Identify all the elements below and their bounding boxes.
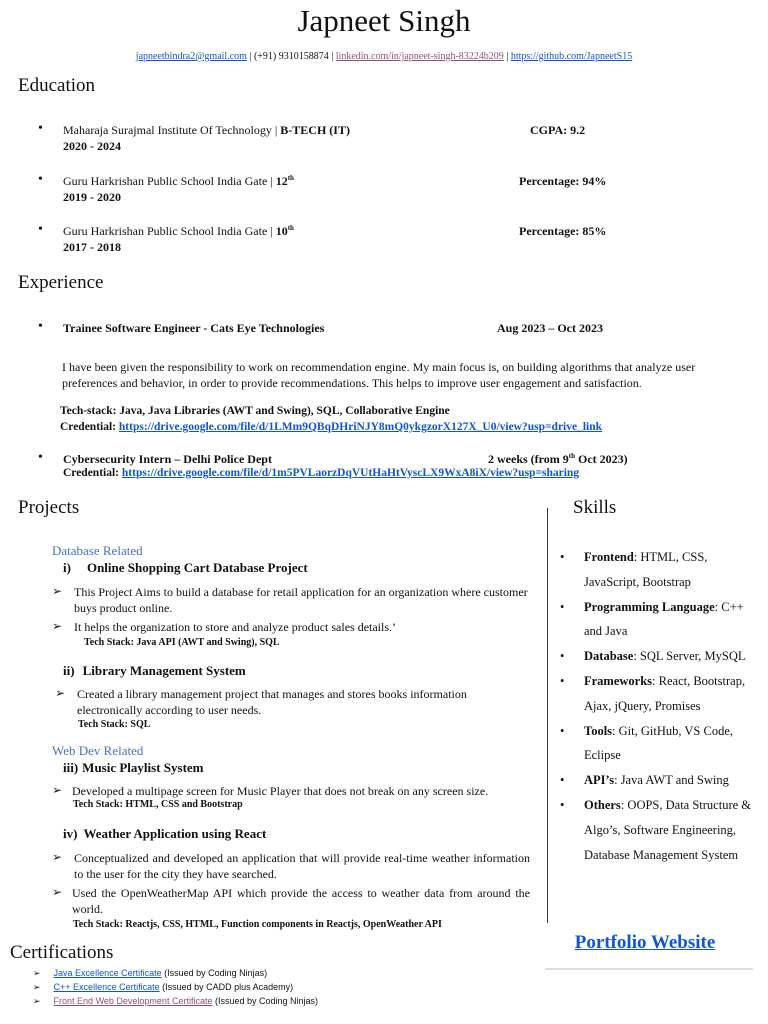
contact-line <box>0 51 768 62</box>
certifications-heading: Certifications <box>10 942 114 963</box>
resume-name: Japneet Singh <box>297 3 471 38</box>
project-tech-stack: Tech Stack: Reactjs, CSS, HTML, Function components in Reactjs, OpenWeather API <box>73 919 442 930</box>
project-bullet: Used the OpenWeatherMap API which provide the access to weather data from around the world. <box>72 886 530 916</box>
arrow-icon: ➢ <box>33 968 41 978</box>
arrow-icon: ➢ <box>52 619 63 633</box>
years: 2017 - 2018 <box>63 240 121 254</box>
years: 2020 - 2024 <box>63 139 121 153</box>
skill-item: • Database: SQL Server, MySQL <box>560 644 760 669</box>
linkedin-link[interactable]: linkedin.com/in/japneet-singh-83224b209 <box>335 51 504 62</box>
job-role: Trainee Software Engineer - Cats Eye Technologies <box>63 321 325 335</box>
degree-sup: th <box>287 174 294 182</box>
subheading-webdev: Web Dev Related <box>52 743 144 758</box>
institution: Guru Harkrishan Public School India Gate | <box>63 174 276 188</box>
bullet-icon: • <box>38 450 43 465</box>
job-role: Cybersecurity Intern – Delhi Police Dept <box>63 452 272 466</box>
cert-link[interactable]: Front End Web Development Certificate <box>53 996 213 1006</box>
credential-label: Credential: <box>60 421 119 433</box>
separator: | <box>246 51 254 62</box>
subheading-database: Database Related <box>52 543 143 558</box>
project-bullet: Conceptualized and developed an application that will provide real-time weather information to the user for the city they have searched. <box>74 851 530 881</box>
separator: | <box>328 51 336 62</box>
projects-heading: Projects <box>18 497 80 518</box>
phone-number: (+91) 9310158874 <box>253 51 329 62</box>
cert-item: ➢ Java Excellence Certificate (Issued by Coding Ninjas) <box>33 968 268 978</box>
project-title: iii) Music Playlist System <box>63 760 204 775</box>
cert-item: ➢ Front End Web Development Certificate (Issued by Coding Ninjas) <box>33 996 319 1006</box>
arrow-icon: ➢ <box>52 584 63 598</box>
arrow-icon: ➢ <box>52 885 63 899</box>
arrow-icon: ➢ <box>52 850 63 864</box>
skill-item: • Frontend: HTML, CSS, JavaScript, Bootstrap <box>560 545 760 595</box>
skills-list <box>560 545 760 867</box>
degree: 12 <box>275 174 288 188</box>
horizontal-rule <box>545 968 753 970</box>
project-bullet: It helps the organization to store and analyze product sales details.’ <box>74 620 397 634</box>
job-dates: 2 weeks (from 9th Oct 2023) <box>488 452 628 466</box>
cert-item: ➢ C++ Excellence Certificate (Issued by CADD plus Academy) <box>33 982 294 992</box>
institution: Guru Harkrishan Public School India Gate | <box>63 224 276 238</box>
column-divider <box>547 508 548 923</box>
degree-sup: th <box>287 224 294 232</box>
credential-link[interactable]: https://drive.google.com/file/d/1LMm9QBqDHriNJY8mQ0ykgzorX127X_U0/view?usp=drive_link <box>118 421 603 433</box>
bullet-icon: • <box>560 550 565 564</box>
degree: B-TECH (IT) <box>280 123 350 137</box>
skills-heading: Skills <box>573 497 617 518</box>
bullet-icon: • <box>38 172 43 187</box>
arrow-icon: ➢ <box>55 686 66 700</box>
job-description: I have been given the responsibility to work on recommendation engine. My main focus is, on building algorithms that analyze user preferences and behavior, in order to provide recommendations. This helps to improve user engagement and satisfaction. <box>62 360 696 390</box>
credential-link[interactable]: https://drive.google.com/file/d/1m5PVLaorzDqVUtHaHtVyscLX9WxA8iX/view?usp=sharing <box>121 467 580 479</box>
project-tech-stack: Tech Stack: SQL <box>78 719 151 730</box>
arrow-icon: ➢ <box>33 982 41 992</box>
bullet-icon: • <box>38 222 43 237</box>
project-tech-stack: Tech Stack: Java API (AWT and Swing), SQL <box>84 637 280 648</box>
project-title: ii) Library Management System <box>63 663 246 678</box>
cert-link[interactable]: C++ Excellence Certificate <box>53 982 160 992</box>
job-dates: Aug 2023 – Oct 2023 <box>497 321 603 335</box>
portfolio-link[interactable]: Portfolio Website <box>574 932 716 953</box>
education-heading: Education <box>18 75 96 96</box>
bullet-icon: • <box>560 797 565 812</box>
bullet-icon: • <box>38 319 43 334</box>
skill-item: • API’s: Java AWT and Swing <box>560 768 760 793</box>
score: Percentage: 85% <box>519 224 607 238</box>
skill-item: • Programming Language: C++ and Java <box>560 595 760 645</box>
skill-item: • Frameworks: React, Bootstrap, Ajax, jQuery, Promises <box>560 669 760 719</box>
bullet-icon: • <box>560 673 565 688</box>
project-tech-stack: Tech Stack: HTML, CSS and Bootstrap <box>73 799 243 810</box>
project-bullet: Developed a multipage screen for Music Player that does not break on any screen size. <box>72 784 489 798</box>
years: 2019 - 2020 <box>63 190 121 204</box>
email-link[interactable]: japneetbindra2@gmail.com <box>135 51 247 62</box>
cert-link[interactable]: Java Excellence Certificate <box>53 968 162 978</box>
project-title: iv) Weather Application using React <box>63 826 267 841</box>
bullet-icon: • <box>560 649 565 664</box>
skill-item: • Others: OOPS, Data Structure & Algo’s, Software Engineering, Database Management System <box>560 793 760 867</box>
institution: Maharaja Surajmal Institute Of Technology | <box>63 123 281 137</box>
experience-heading: Experience <box>18 272 104 293</box>
project-bullet: This Project Aims to build a database for retail application for an organization where customer buys product online. <box>74 585 528 615</box>
bullet-icon: • <box>560 723 565 738</box>
bullet-icon: • <box>38 121 43 136</box>
score: CGPA: 9.2 <box>530 123 586 137</box>
arrow-icon: ➢ <box>33 996 41 1006</box>
score: Percentage: 94% <box>519 174 607 188</box>
arrow-icon: ➢ <box>52 783 63 797</box>
job-tech-stack: Tech-stack: Java, Java Libraries (AWT and Swing), SQL, Collaborative Engine <box>60 405 450 417</box>
skill-item: • Tools: Git, GitHub, VS Code, Eclipse <box>560 719 760 769</box>
project-title: i) Online Shopping Cart Database Project <box>63 560 308 575</box>
bullet-icon: • <box>560 599 565 614</box>
degree: 10 <box>275 224 288 238</box>
bullet-icon: • <box>560 773 565 788</box>
separator: | <box>503 51 511 62</box>
github-link[interactable]: https://github.com/JapneetS15 <box>510 51 633 62</box>
project-bullet: Created a library management project that manages and stores books information electronically according to user needs. <box>77 687 467 717</box>
credential-label: Credential: <box>63 467 122 479</box>
